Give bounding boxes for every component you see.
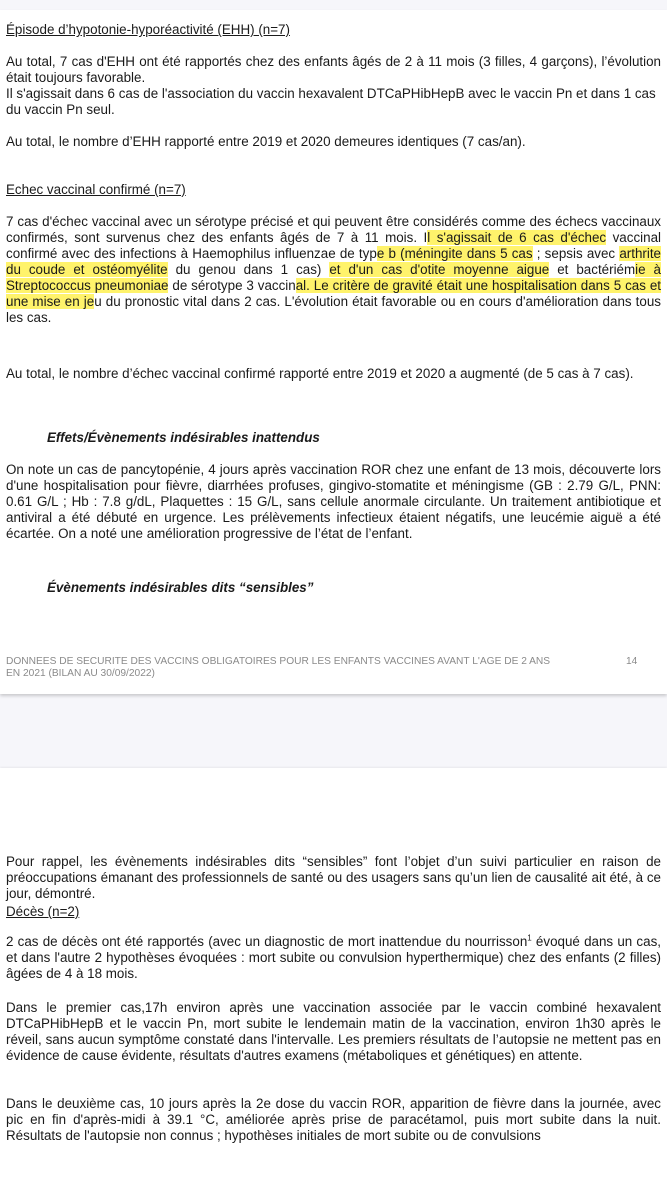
text-segment: du genou dans 1 cas)	[167, 262, 330, 277]
footer-title-line2: EN 2021 (BILAN AU 30/09/2022)	[6, 668, 155, 679]
paragraph-pancytopenie: On note un cas de pancytopénie, 4 jours après vaccination ROR chez une enfant de 13 mois, découverte lors d'une hospitalisation pour fièvre, diarrhées profuses, gingivo-stomatite et méningisme (GB : 2.79 G/L, PNN: 0.61 G/L ; Hb : 7.8 g/dL, Plaquettes : 15 G/L, sans cellule anormale circulante. Un traitement antibiotique et antiviral a été débuté en urgence. Les prélèvements infectieux étaient négatifs, une leucémie aiguë a été écartée. On a noté une amélioration progressive de l’état de l’enfant.	[6, 462, 661, 541]
section-heading-deces: Décès (n=2)	[6, 904, 80, 919]
paragraph-deces-case2: Dans le deuxième cas, 10 jours après la 2e dose du vaccin ROR, apparition de fièvre dans la journée, avec pic en fin d'après-midi à 39.1 °C, améliorée après prise de paracétamol, puis mort subite dans la nuit. Résultats de l'autopsie non connus ; hypothèses initiales de mort subite ou de convulsions	[6, 1096, 661, 1143]
document-page-14	[0, 10, 667, 694]
section-heading-echec-vaccinal: Echec vaccinal confirmé (n=7)	[6, 182, 186, 197]
paragraph-deces-case1: Dans le premier cas,17h environ après une vaccination associée par le vaccin combiné hexavalent DTCaPHibHepB et le vaccin Pn, mort subite le lendemain matin de la vaccination, environ 1h30 après le réveil, sans aucun symptôme constaté dans l'intervalle. Les premiers résultats de l’autopsie ne mettent pas en évidence de cause évidente, résultats d'autres examens (métaboliques et génétiques) en attente.	[6, 1000, 661, 1063]
footer-title-line1: DONNEES DE SECURITE DES VACCINS OBLIGATOIRES POUR LES ENFANTS VACCINES AVANT L'AGE DE 2 ANS	[6, 656, 551, 667]
document-page-15	[0, 768, 667, 1200]
highlighted-text: l s'agissait de 6 cas d'échec	[427, 230, 607, 245]
footnote-marker[interactable]: 1	[527, 933, 532, 943]
text-segment: de sérotype 3 vaccin	[168, 278, 296, 293]
paragraph-echec-summary: Au total, le nombre d’échec vaccinal confirmé rapporté entre 2019 et 2020 a augmenté (de 5 cas à 7 cas).	[6, 366, 634, 381]
text-segment: u du pronostic vital dans 2 cas. L'évolution était favorable ou en cours d'amélioration dans tous les cas.	[6, 294, 661, 325]
page-footer	[6, 656, 606, 680]
text-segment: et bactériém	[549, 262, 636, 277]
highlighted-text: arthrite du coude et ostéomyélite	[6, 246, 662, 277]
highlighted-text: al. Le critère de gravité était une hospitalisation dans 5 cas et une mise en je	[6, 278, 661, 309]
paragraph-rappel: Pour rappel, les évènements indésirables dits “sensibles” font l’objet d’un suivi particulier en raison de préoccupations émanant des professionnels de santé ou des usagers sans qu’un lien de causalité ait été, à ce jour, démontré.	[6, 854, 661, 901]
text-segment: 2 cas de décès ont été rapportés (avec un diagnostic de mort inattendue du nourrisson	[6, 934, 528, 949]
highlighted-text: et d'un cas d'otite moyenne aigue	[329, 262, 550, 277]
paragraph-echec-vaccinal	[6, 214, 661, 326]
text-segment: vaccinal confirmé avec des infections à Haemophilus influenzae de typ	[6, 230, 661, 261]
paragraph-ehh-summary: Au total, le nombre d’EHH rapporté entre 2019 et 2020 demeures identiques (7 cas/an).	[6, 134, 526, 149]
section-heading-sensibles: Évènements indésirables dits “sensibles”	[47, 580, 314, 595]
paragraph-ehh-association: Il s'agissait dans 6 cas de l'association du vaccin hexavalent DTCaPHibHepB avec le vaccin Pn et dans 1 cas du vaccin Pn seul.	[6, 86, 656, 117]
section-heading-inattendus: Effets/Évènements indésirables inattendus	[47, 430, 320, 445]
page-number: 14	[626, 656, 638, 667]
paragraph-ehh-total: Au total, 7 cas d'EHH ont été rapportés chez des enfants âgés de 2 à 11 mois (3 filles, 4 garçons), l’évolution était toujours favorable.	[6, 54, 661, 85]
text-segment: évoqué dans un cas, et dans l'autre 2 hypothèses évoquées : mort subite ou convulsion hyperthermique) chez des enfants (2 filles) âgées de 4 à 18 mois.	[6, 934, 661, 981]
highlighted-text: ie à Streptococcus pneumoniae	[6, 262, 661, 293]
highlighted-text: e b (méningite dans 5 cas	[376, 246, 533, 261]
paragraph-deces-summary	[6, 934, 661, 982]
text-segment: ; sepsis avec	[532, 246, 620, 261]
text-segment: 7 cas d'échec vaccinal avec un sérotype précisé et qui peuvent être considérés comme des échecs vaccinaux confirmés, sont survenus chez des enfants âgés de 7 à 11 mois. I	[6, 214, 661, 245]
section-heading-ehh: Épisode d’hypotonie-hyporéactivité (EHH) (n=7)	[6, 22, 290, 37]
